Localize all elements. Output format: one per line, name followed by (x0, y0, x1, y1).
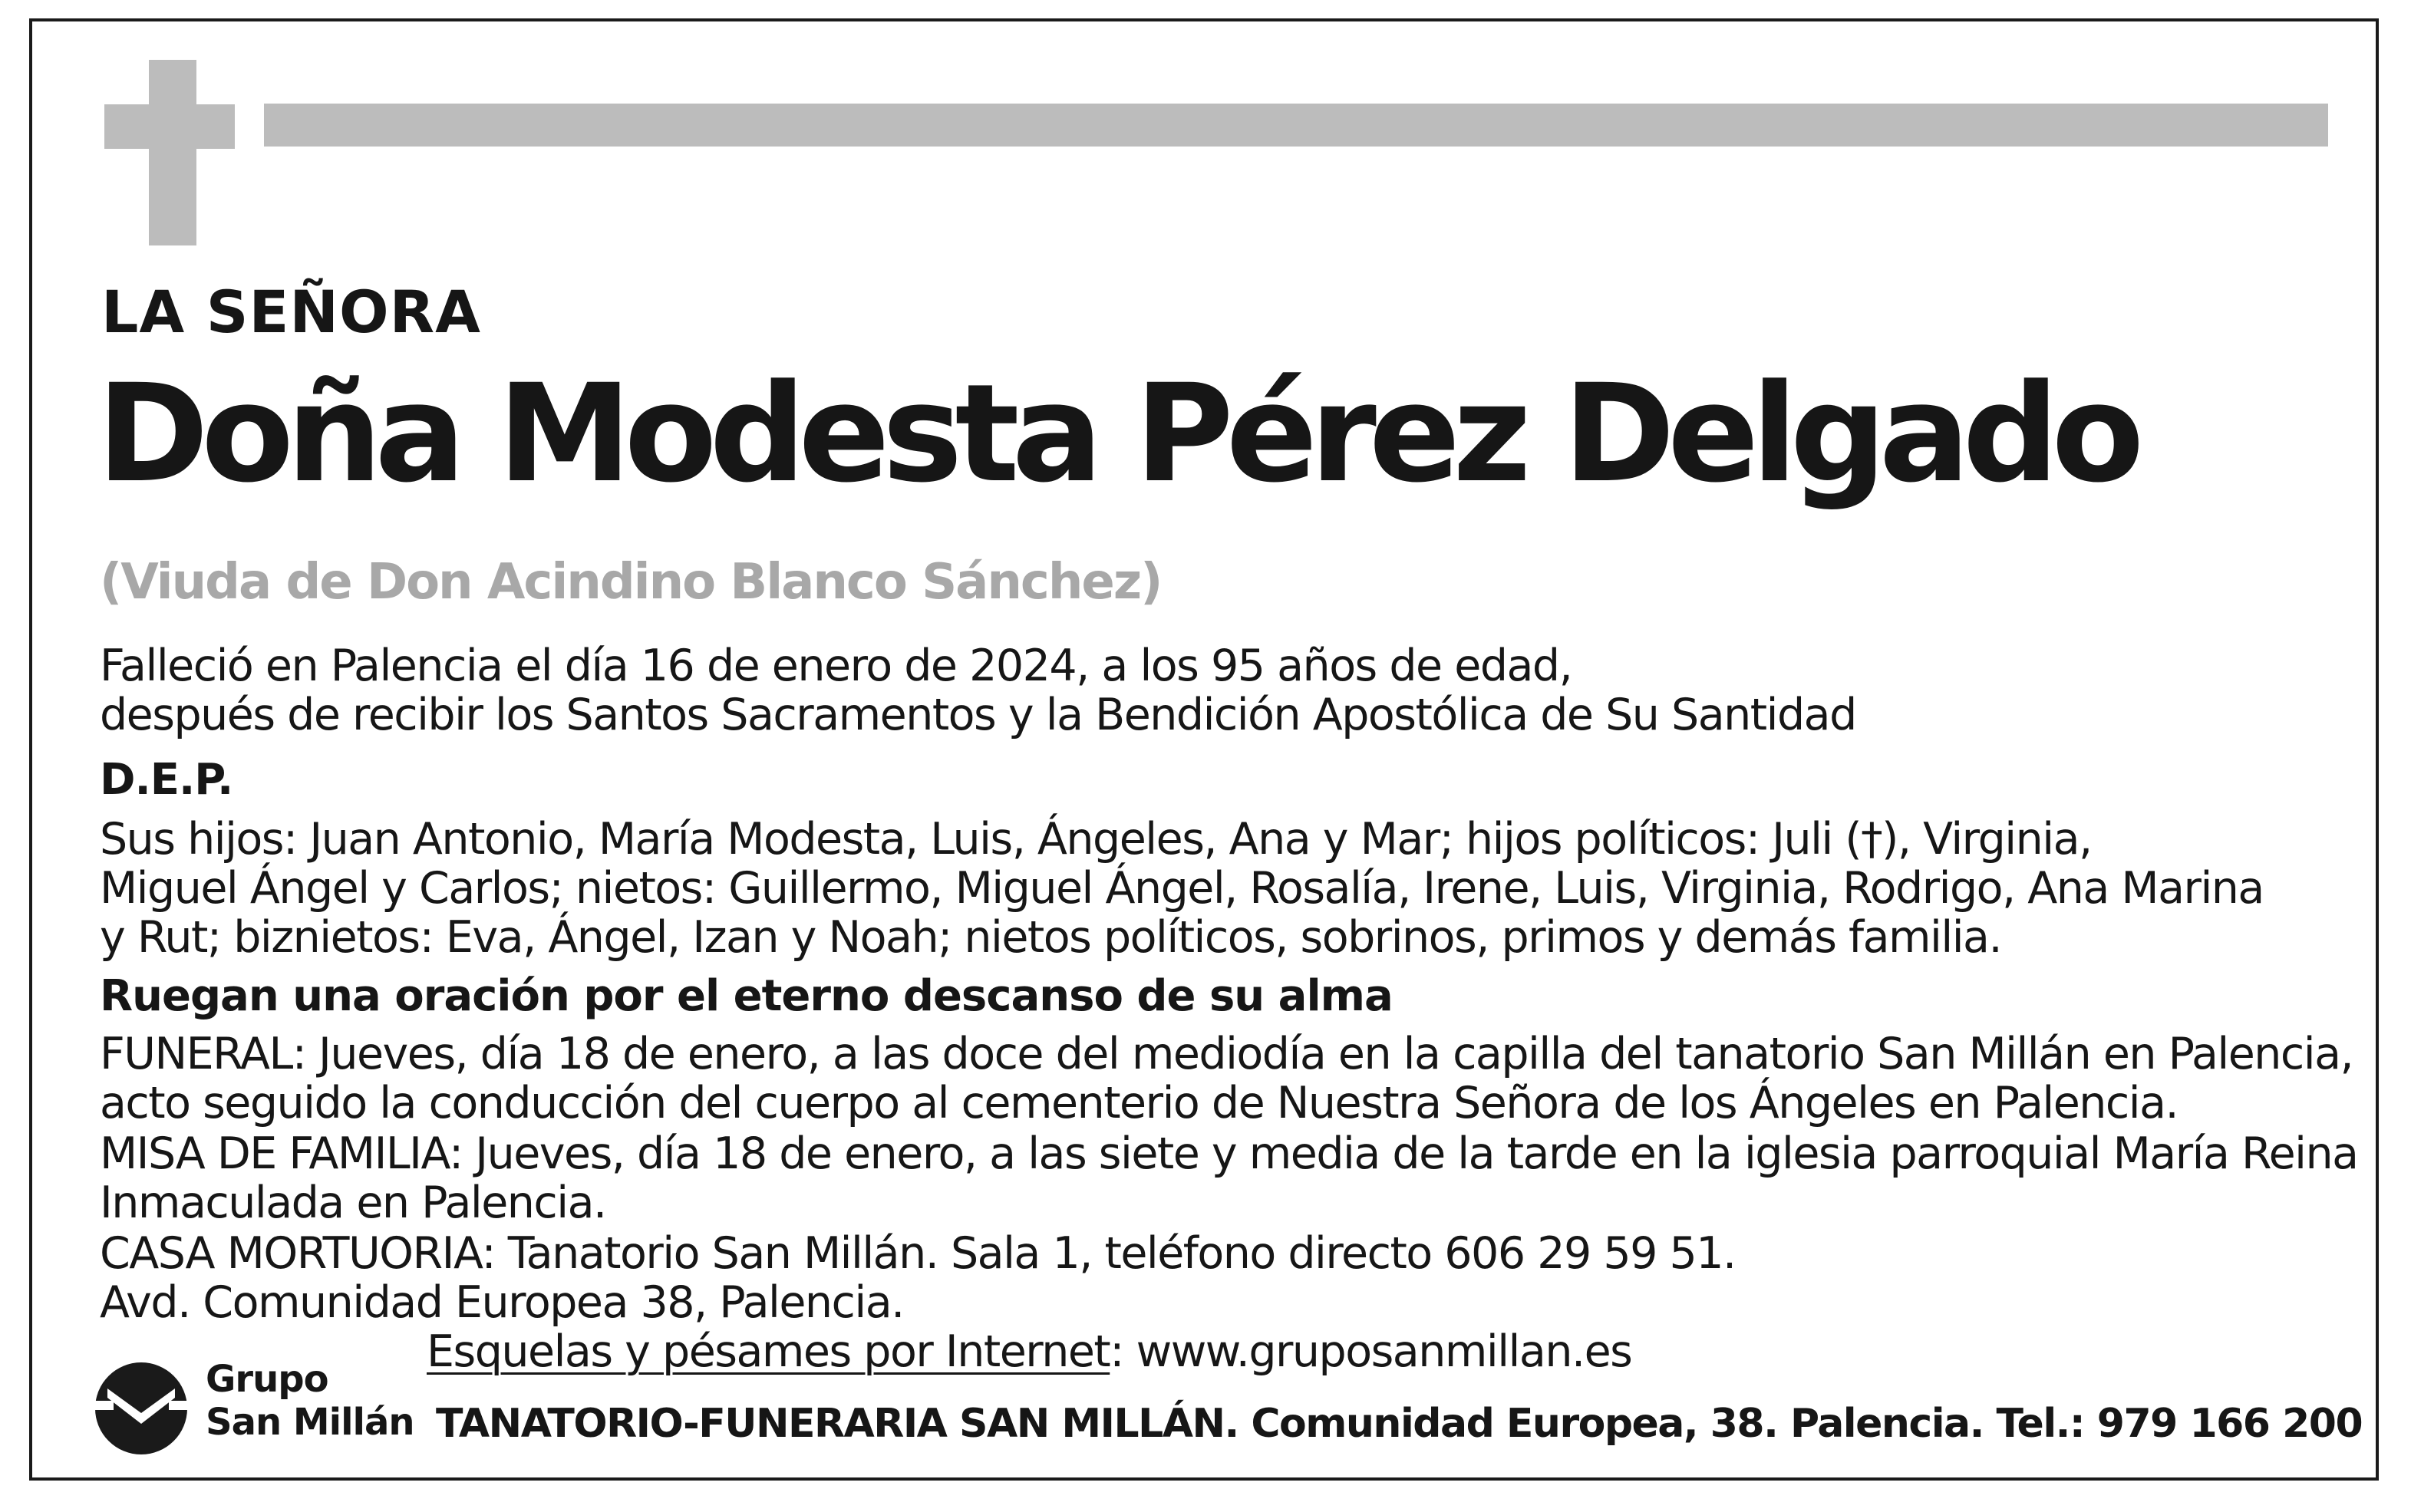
prayer-request: Ruegan una oración por el eterno descanso de su alma (100, 971, 1393, 1021)
funeral-home-footer: TANATORIO-FUNERARIA SAN MILLÁN. Comunidad Europea, 38. Palencia. Tel.: 979 166 200 (436, 1401, 2363, 1447)
dep-label: D.E.P. (100, 755, 233, 805)
deceased-name: Doña Modesta Pérez Delgado (97, 355, 2137, 512)
funeral-home-line-1: CASA MORTUORIA: Tanatorio San Millán. Sala 1, teléfono directo 606 29 59 51. (100, 1228, 1736, 1279)
web-condolences-link[interactable]: Esquelas y pésames por Internet (427, 1326, 1110, 1377)
web-condolences (427, 1327, 1631, 1378)
cross-horizontal-bar (104, 104, 235, 149)
family-line-2: Miguel Ángel y Carlos; nietos: Guillermo, Miguel Ángel, Rosalía, Irene, Luis, Virginia, Rodrigo, Ana Marina (100, 863, 2264, 914)
cross-vertical-bar (149, 60, 196, 245)
death-line-2: después de recibir los Santos Sacramentos y la Bendición Apostólica de Su Santidad (100, 690, 1856, 740)
widow-line: (Viuda de Don Acindino Blanco Sánchez) (100, 554, 1162, 611)
grupo-san-millan-logo-icon (91, 1358, 192, 1459)
family-mass-line-1: MISA DE FAMILIA: Jueves, día 18 de enero, a las siete y media de la tarde en la iglesia parroquial María Reina (100, 1128, 2358, 1179)
funeral-line-2: acto seguido la conducción del cuerpo al cementerio de Nuestra Señora de los Ángeles en Palencia. (100, 1078, 2178, 1128)
family-line-1: Sus hijos: Juan Antonio, María Modesta, Luis, Ángeles, Ana y Mar; hijos políticos: Juli (†), Virginia, (100, 814, 2092, 865)
funeral-home-line-2: Avd. Comunidad Europea 38, Palencia. (100, 1277, 904, 1328)
funeral-line-1: FUNERAL: Jueves, día 18 de enero, a las doce del mediodía en la capilla del tanatorio San Millán en Palencia, (100, 1029, 2353, 1079)
honorific: LA SEÑORA (101, 278, 481, 346)
death-line-1: Falleció en Palencia el día 16 de enero de 2024, a los 95 años de edad, (100, 641, 1572, 691)
brand-name-line-1: Grupo (206, 1358, 328, 1401)
web-url: : www.gruposanmillan.es (1110, 1326, 1632, 1377)
family-line-3: y Rut; biznietos: Eva, Ángel, Izan y Noah; nietos políticos, sobrinos, primos y demás familia. (100, 912, 2002, 963)
family-mass-line-2: Inmaculada en Palencia. (100, 1178, 606, 1228)
header-band (264, 104, 2328, 147)
brand-name-line-2: San Millán (206, 1401, 414, 1444)
